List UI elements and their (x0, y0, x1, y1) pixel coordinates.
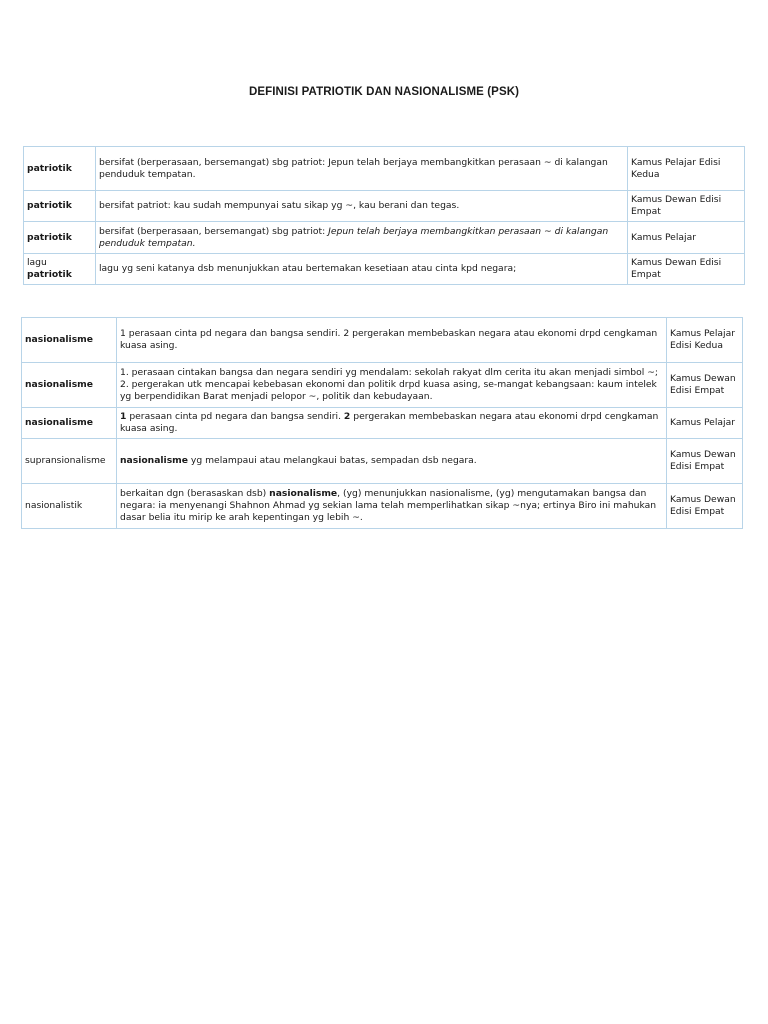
patriotik-table (23, 146, 745, 285)
term-cell: nasionalisme (22, 318, 117, 363)
table-row (22, 408, 743, 439)
definition-cell (96, 222, 628, 254)
table-row (22, 439, 743, 484)
definition-text: pergerakan membebaskan negara atau ekonomi drpd cengkaman kuasa asing. (120, 411, 659, 434)
term-cell: supransionalisme (22, 439, 117, 484)
definition-text: yg melampaui atau melangkaui batas, sempadan dsb negara. (187, 455, 477, 466)
definition-cell (117, 484, 667, 529)
table-row (24, 222, 745, 254)
table-row (24, 191, 745, 222)
definition-text: berkaitan dgn (berasaskan dsb) (120, 488, 270, 499)
term-cell (24, 254, 96, 285)
term-cell: patriotik (24, 222, 96, 254)
term-text: patriotik (27, 269, 72, 280)
table-row (22, 318, 743, 363)
definition-cell: lagu yg seni katanya dsb menunjukkan atau bertemakan kesetiaan atau cinta kpd negara; (96, 254, 628, 285)
definition-text: perasaan cinta pd negara dan bangsa sendiri. (126, 411, 344, 422)
definition-number: 1 (120, 411, 127, 422)
nasionalisme-table (21, 317, 743, 529)
term-cell: patriotik (24, 147, 96, 191)
definition-keyword: nasionalisme (269, 488, 338, 499)
table-row (22, 363, 743, 408)
source-cell: Kamus Pelajar (628, 222, 745, 254)
term-prefix: lagu (27, 257, 47, 268)
source-cell: Kamus Dewan Edisi Empat (667, 439, 743, 484)
definition-cell: bersifat (berperasaan, bersemangat) sbg patriot: Jepun telah berjaya membangkitkan perasaan ~ di kalangan penduduk tempatan. (96, 147, 628, 191)
source-cell: Kamus Dewan Edisi Empat (667, 484, 743, 529)
document-title: DEFINISI PATRIOTIK DAN NASIONALISME (PSK) (248, 86, 520, 98)
definition-cell (117, 408, 667, 439)
term-cell: nasionalisme (22, 408, 117, 439)
source-cell: Kamus Pelajar (667, 408, 743, 439)
definition-cell: bersifat patriot: kau sudah mempunyai satu sikap yg ~, kau berani dan tegas. (96, 191, 628, 222)
source-cell: Kamus Dewan Edisi Empat (628, 254, 745, 285)
definition-number: 2 (343, 411, 351, 422)
term-cell: nasionalisme (22, 363, 117, 408)
term-cell: nasionalistik (22, 484, 117, 529)
definition-text: , (yg) menunjukkan nasionalisme, (yg) mengutamakan bangsa dan negara: ia menyenangi Shahnon Ahmad yg sekian lama telah memperlihatkan sikap ~nya; ertinya Biro ini mahukan dasar belia itu mirip ke arah kepentingan yg lebih ~. (120, 488, 657, 523)
source-cell: Kamus Dewan Edisi Empat (628, 191, 745, 222)
definition-cell: 1 perasaan cinta pd negara dan bangsa sendiri. 2 pergerakan membebaskan negara atau ekonomi drpd cengkaman kuasa asing. (117, 318, 667, 363)
source-cell: Kamus Pelajar Edisi Kedua (667, 318, 743, 363)
table-row (24, 147, 745, 191)
definition-example: Jepun telah berjaya membangkitkan perasaan ~ di kalangan penduduk tempatan. (99, 225, 609, 249)
definition-cell (117, 439, 667, 484)
term-cell: patriotik (24, 191, 96, 222)
definition-cell: 1. perasaan cintakan bangsa dan negara sendiri yg mendalam: sekolah rakyat dlm cerita itu akan menjadi simbol ~; 2. pergerakan utk mencapai kebebasan ekonomi dan politik drpd kuasa asing, se-mangat kebangsaan: kaum intelek yg berpendidikan Barat menjadi pelopor ~, politik dan kebudayaan. (117, 363, 667, 408)
definition-keyword: nasionalisme (120, 455, 188, 466)
table-row (24, 254, 745, 285)
source-cell: Kamus Pelajar Edisi Kedua (628, 147, 745, 191)
table-row (22, 484, 743, 529)
source-cell: Kamus Dewan Edisi Empat (667, 363, 743, 408)
definition-text: bersifat (berperasaan, bersemangat) sbg patriot: (99, 225, 329, 237)
